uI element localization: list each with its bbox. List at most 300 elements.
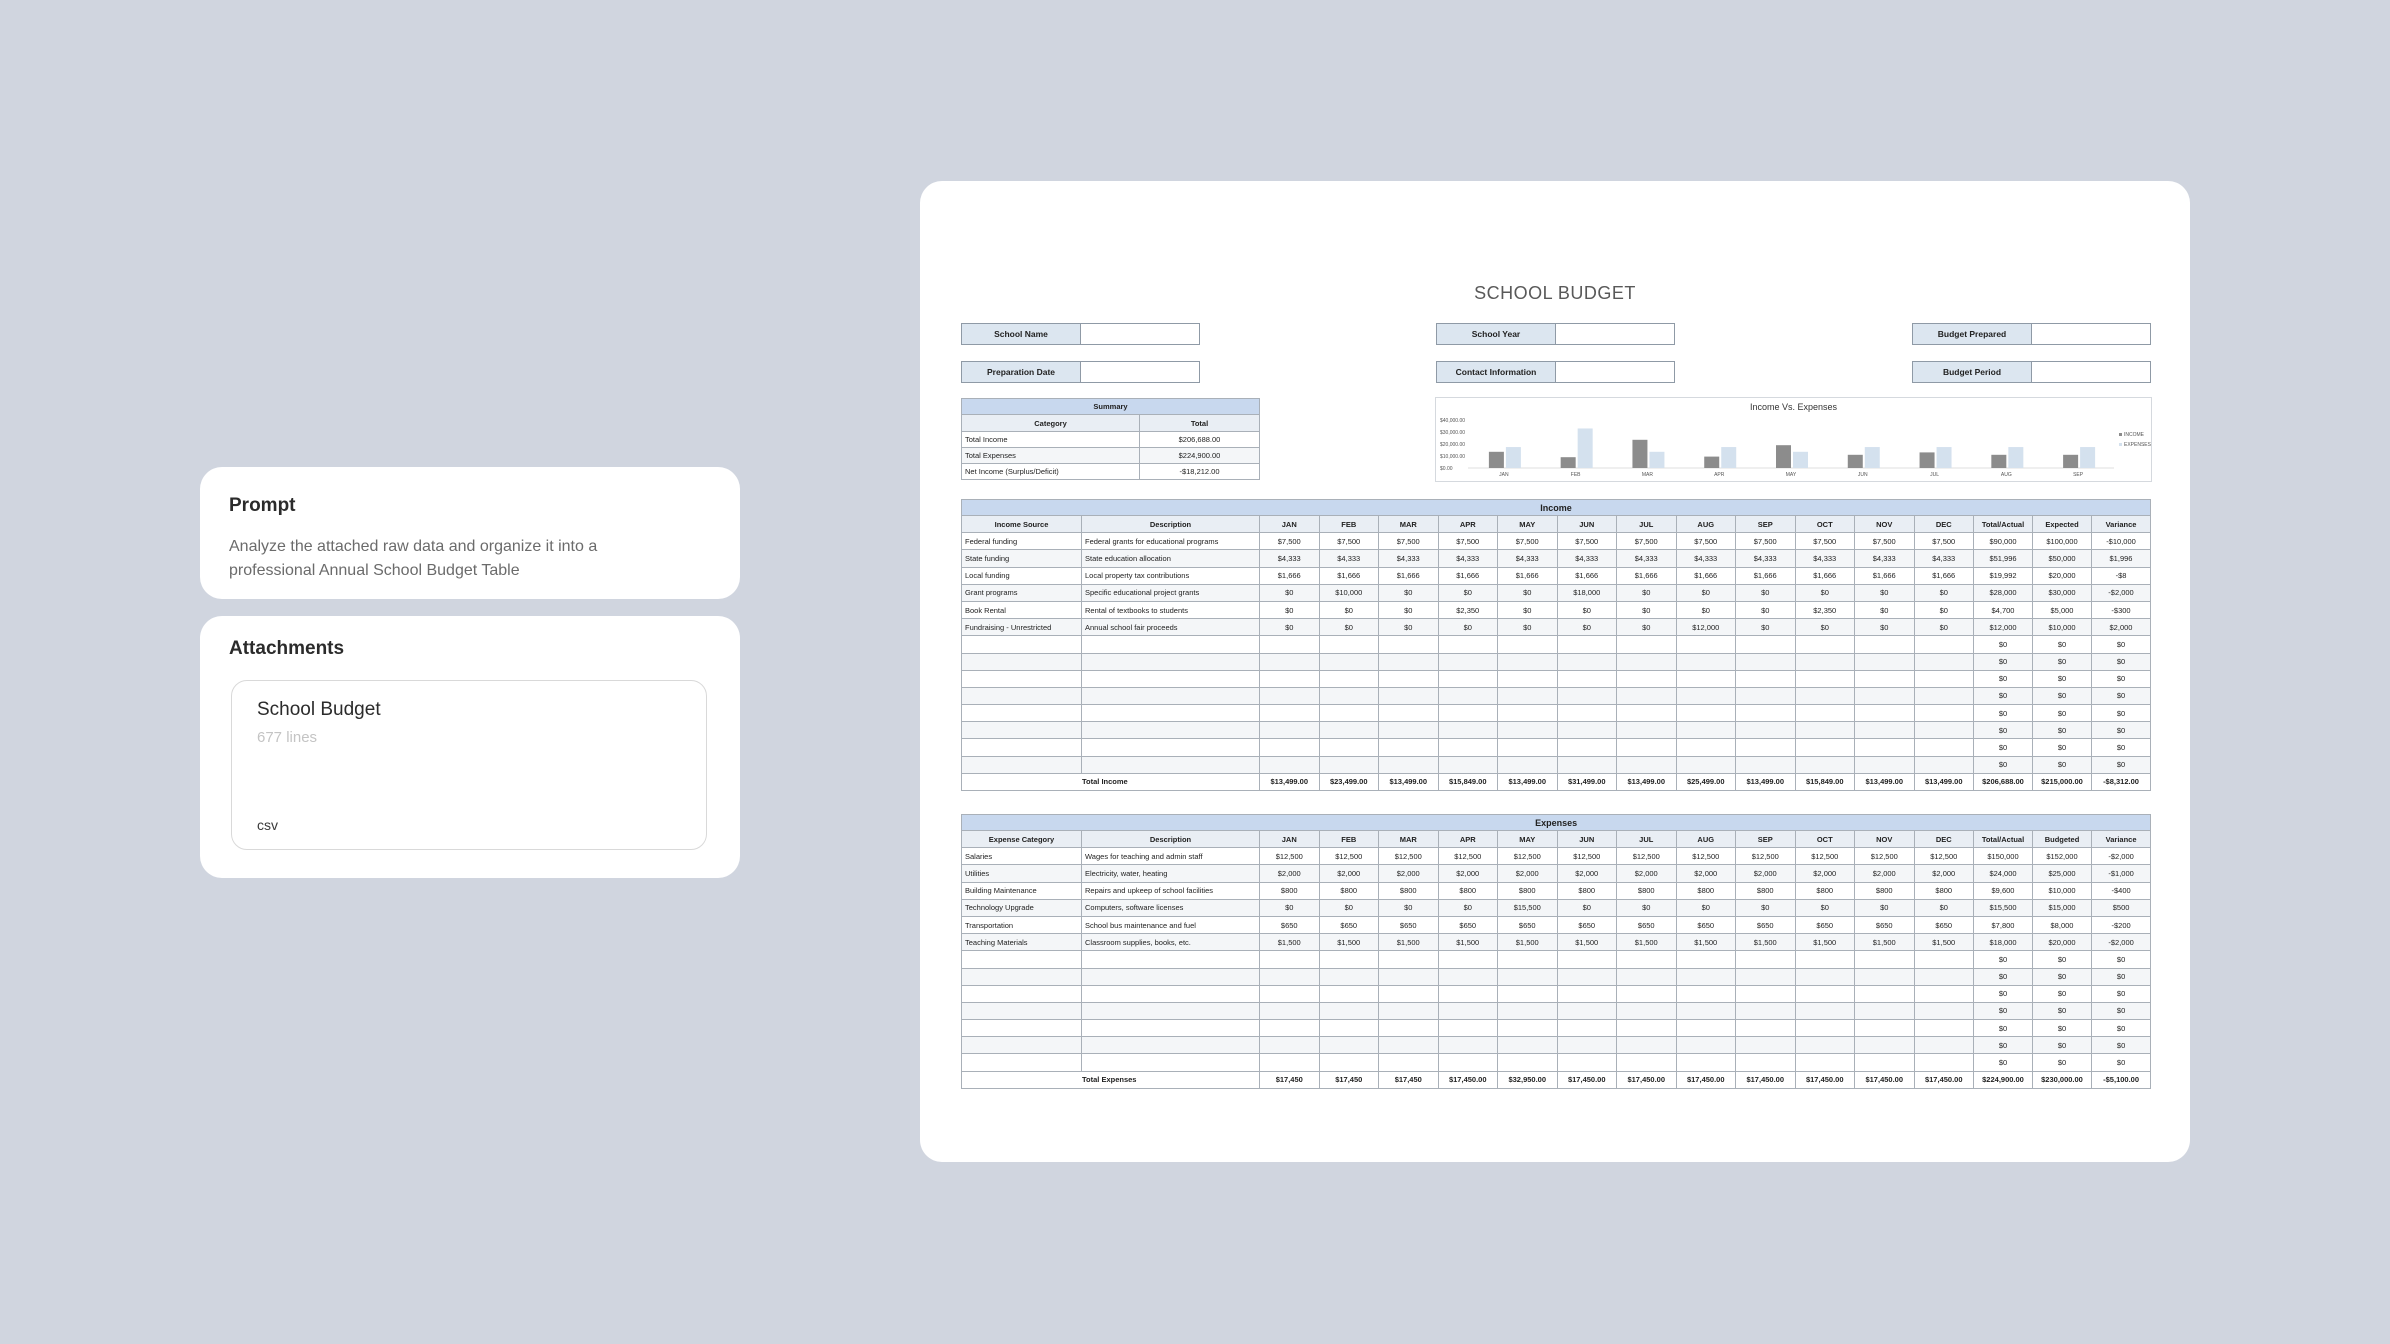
income-cell[interactable]: $0 [1379,584,1439,601]
income-cell[interactable] [1319,670,1379,687]
contact-information-field[interactable] [1555,361,1675,383]
expenses-cell[interactable] [1855,1002,1915,1019]
income-cell[interactable] [1438,653,1498,670]
expenses-cell[interactable] [1795,985,1855,1002]
income-cell[interactable] [1914,687,1974,704]
income-cell[interactable]: $0 [1974,636,2033,653]
expenses-cell[interactable] [1617,1002,1677,1019]
expenses-cell[interactable]: $0 [2092,951,2151,968]
expenses-cell[interactable] [1498,968,1558,985]
income-cell[interactable]: $0 [1974,756,2033,773]
income-cell[interactable]: $0 [2092,705,2151,722]
expenses-cell[interactable]: $650 [1914,916,1974,933]
income-cell[interactable] [962,636,1082,653]
expenses-cell[interactable]: $12,500 [1319,848,1379,865]
expenses-cell[interactable] [1438,1020,1498,1037]
income-cell[interactable]: $7,500 [1914,533,1974,550]
expenses-cell[interactable]: $650 [1617,916,1677,933]
income-cell[interactable] [1914,739,1974,756]
expenses-cell[interactable] [1082,968,1260,985]
income-cell[interactable] [1319,687,1379,704]
expenses-cell[interactable]: $12,500 [1557,848,1617,865]
expenses-cell[interactable] [1260,1054,1320,1071]
expenses-cell[interactable]: $0 [2033,951,2092,968]
expenses-cell[interactable]: $0 [1617,899,1677,916]
expenses-cell[interactable]: $25,000 [2033,865,2092,882]
expenses-cell[interactable]: $800 [1260,882,1320,899]
income-cell[interactable] [1379,670,1439,687]
income-cell[interactable] [1082,653,1260,670]
income-cell[interactable]: $51,996 [1974,550,2033,567]
expenses-cell[interactable] [1438,1002,1498,1019]
income-cell[interactable] [1498,722,1558,739]
income-cell[interactable]: $4,333 [1676,550,1736,567]
expenses-cell[interactable] [1795,968,1855,985]
income-cell[interactable] [1676,739,1736,756]
income-cell[interactable] [1736,653,1796,670]
income-cell[interactable] [1260,739,1320,756]
expenses-cell[interactable] [1082,1020,1260,1037]
income-cell[interactable] [1498,636,1558,653]
expenses-cell[interactable]: -$2,000 [2092,848,2151,865]
income-cell[interactable]: $7,500 [1617,533,1677,550]
income-cell[interactable] [1795,739,1855,756]
income-cell[interactable]: $0 [1438,619,1498,636]
income-cell[interactable]: $0 [1676,601,1736,618]
expenses-cell[interactable] [1736,985,1796,1002]
expenses-cell[interactable]: $1,500 [1795,934,1855,951]
expenses-cell[interactable] [1855,1037,1915,1054]
expenses-cell[interactable]: $24,000 [1974,865,2033,882]
income-cell[interactable]: $0 [2092,670,2151,687]
expenses-cell[interactable]: -$2,000 [2092,934,2151,951]
expenses-cell[interactable] [1319,1037,1379,1054]
expenses-cell[interactable] [1438,1037,1498,1054]
income-cell[interactable] [1855,670,1915,687]
income-cell[interactable] [1914,653,1974,670]
income-cell[interactable]: $0 [2033,705,2092,722]
expenses-cell[interactable]: Utilities [962,865,1082,882]
income-cell[interactable]: $10,000 [2033,619,2092,636]
income-cell[interactable] [1676,636,1736,653]
expenses-cell[interactable]: $0 [1795,899,1855,916]
expenses-cell[interactable] [1319,951,1379,968]
expenses-cell[interactable] [1557,968,1617,985]
income-cell[interactable]: $7,500 [1260,533,1320,550]
expenses-cell[interactable]: $12,500 [1498,848,1558,865]
income-cell[interactable]: $2,350 [1795,601,1855,618]
expenses-cell[interactable]: $10,000 [2033,882,2092,899]
expenses-cell[interactable]: $2,000 [1498,865,1558,882]
income-cell[interactable] [1795,670,1855,687]
income-cell[interactable]: $4,333 [1736,550,1796,567]
expenses-cell[interactable] [1498,1020,1558,1037]
income-cell[interactable] [1795,653,1855,670]
expenses-cell[interactable]: $0 [2033,1037,2092,1054]
expenses-cell[interactable] [1736,1020,1796,1037]
expenses-cell[interactable]: $0 [2033,968,2092,985]
income-cell[interactable] [1379,687,1439,704]
income-cell[interactable]: $0 [1260,619,1320,636]
expenses-cell[interactable] [1082,985,1260,1002]
income-cell[interactable] [1736,670,1796,687]
expenses-cell[interactable]: $1,500 [1379,934,1439,951]
income-cell[interactable]: $0 [2033,687,2092,704]
income-cell[interactable] [962,670,1082,687]
income-cell[interactable] [1617,705,1677,722]
income-cell[interactable] [1676,687,1736,704]
income-cell[interactable] [1914,670,1974,687]
income-cell[interactable] [1319,705,1379,722]
income-cell[interactable]: $0 [1438,584,1498,601]
expenses-cell[interactable]: $0 [1736,899,1796,916]
expenses-cell[interactable] [1379,968,1439,985]
income-cell[interactable] [1082,670,1260,687]
expenses-cell[interactable]: School bus maintenance and fuel [1082,916,1260,933]
expenses-cell[interactable] [1736,1054,1796,1071]
income-cell[interactable]: $0 [1974,687,2033,704]
income-cell[interactable]: $7,500 [1379,533,1439,550]
expenses-cell[interactable] [962,1020,1082,1037]
expenses-cell[interactable] [962,985,1082,1002]
income-cell[interactable] [1676,722,1736,739]
income-cell[interactable]: $7,500 [1736,533,1796,550]
income-cell[interactable]: $0 [1974,705,2033,722]
income-cell[interactable]: $1,666 [1676,567,1736,584]
income-cell[interactable]: $90,000 [1974,533,2033,550]
expenses-cell[interactable]: $0 [1974,968,2033,985]
income-cell[interactable] [1438,705,1498,722]
expenses-cell[interactable] [1855,968,1915,985]
income-cell[interactable]: $1,666 [1260,567,1320,584]
expenses-cell[interactable]: $500 [2092,899,2151,916]
expenses-cell[interactable] [962,1002,1082,1019]
income-cell[interactable] [1498,670,1558,687]
income-cell[interactable]: $0 [2092,739,2151,756]
expenses-cell[interactable] [1379,1054,1439,1071]
income-cell[interactable]: Federal grants for educational programs [1082,533,1260,550]
income-cell[interactable] [1617,739,1677,756]
expenses-cell[interactable]: $0 [1676,899,1736,916]
expenses-cell[interactable]: $9,600 [1974,882,2033,899]
income-cell[interactable] [1617,636,1677,653]
income-cell[interactable] [1379,756,1439,773]
expenses-cell[interactable] [1498,1054,1558,1071]
income-cell[interactable] [1795,756,1855,773]
expenses-cell[interactable]: Teaching Materials [962,934,1082,951]
expenses-cell[interactable]: Building Maintenance [962,882,1082,899]
expenses-cell[interactable]: $650 [1438,916,1498,933]
budget-prepared-field[interactable] [2031,323,2151,345]
expenses-cell[interactable]: $7,800 [1974,916,2033,933]
expenses-cell[interactable] [1557,1020,1617,1037]
income-cell[interactable] [1914,636,1974,653]
expenses-cell[interactable] [1914,1020,1974,1037]
income-cell[interactable] [1379,739,1439,756]
expenses-cell[interactable] [1260,1002,1320,1019]
expenses-cell[interactable]: $800 [1557,882,1617,899]
expenses-cell[interactable]: $0 [2092,1002,2151,1019]
income-cell[interactable] [1498,739,1558,756]
income-cell[interactable] [1557,670,1617,687]
income-cell[interactable]: $1,666 [1557,567,1617,584]
income-cell[interactable] [1617,687,1677,704]
income-cell[interactable]: $0 [1379,601,1439,618]
income-cell[interactable] [1855,722,1915,739]
income-cell[interactable] [1082,687,1260,704]
income-cell[interactable]: $4,333 [1379,550,1439,567]
income-cell[interactable] [962,705,1082,722]
income-cell[interactable]: Specific educational project grants [1082,584,1260,601]
income-cell[interactable] [1914,756,1974,773]
expenses-cell[interactable] [1676,1002,1736,1019]
expenses-cell[interactable]: $0 [1855,899,1915,916]
income-cell[interactable] [1082,636,1260,653]
income-cell[interactable] [1736,739,1796,756]
income-cell[interactable]: $1,666 [1617,567,1677,584]
expenses-cell[interactable]: $152,000 [2033,848,2092,865]
income-cell[interactable] [1795,722,1855,739]
expenses-cell[interactable] [1438,1054,1498,1071]
expenses-cell[interactable] [1914,1054,1974,1071]
expenses-cell[interactable]: Wages for teaching and admin staff [1082,848,1260,865]
income-cell[interactable]: $7,500 [1438,533,1498,550]
school-name-field[interactable] [1080,323,1200,345]
income-cell[interactable]: $0 [1617,584,1677,601]
expenses-cell[interactable] [1617,1020,1677,1037]
income-cell[interactable]: $4,333 [1855,550,1915,567]
income-cell[interactable]: $0 [2092,687,2151,704]
expenses-cell[interactable]: $12,500 [1379,848,1439,865]
income-cell[interactable]: $4,700 [1974,601,2033,618]
income-cell[interactable] [1676,756,1736,773]
income-cell[interactable]: Annual school fair proceeds [1082,619,1260,636]
budget-period-field[interactable] [2031,361,2151,383]
expenses-cell[interactable] [1914,1037,1974,1054]
income-cell[interactable]: $4,333 [1498,550,1558,567]
income-cell[interactable]: State funding [962,550,1082,567]
income-cell[interactable] [1498,687,1558,704]
expenses-cell[interactable]: $800 [1676,882,1736,899]
expenses-cell[interactable] [1379,1020,1439,1037]
income-cell[interactable]: $0 [1795,619,1855,636]
income-cell[interactable] [1498,756,1558,773]
expenses-cell[interactable] [1319,1020,1379,1037]
expenses-cell[interactable] [1736,951,1796,968]
income-cell[interactable]: $1,666 [1795,567,1855,584]
income-cell[interactable]: Book Rental [962,601,1082,618]
income-cell[interactable]: $0 [1319,619,1379,636]
expenses-cell[interactable]: Transportation [962,916,1082,933]
income-cell[interactable]: $0 [2092,722,2151,739]
income-cell[interactable] [1498,653,1558,670]
expenses-cell[interactable] [1795,1054,1855,1071]
income-cell[interactable]: $20,000 [2033,567,2092,584]
income-cell[interactable]: $12,000 [1676,619,1736,636]
expenses-cell[interactable]: Electricity, water, heating [1082,865,1260,882]
expenses-cell[interactable]: $800 [1379,882,1439,899]
income-cell[interactable]: $0 [1319,601,1379,618]
expenses-cell[interactable]: $650 [1260,916,1320,933]
expenses-cell[interactable] [1736,968,1796,985]
attachment-file[interactable] [231,680,707,850]
expenses-cell[interactable] [1617,968,1677,985]
expenses-cell[interactable]: $1,500 [1260,934,1320,951]
expenses-cell[interactable] [1676,951,1736,968]
income-cell[interactable] [962,722,1082,739]
expenses-cell[interactable]: $0 [2033,985,2092,1002]
income-cell[interactable] [1082,722,1260,739]
income-cell[interactable]: $0 [1914,584,1974,601]
income-cell[interactable] [962,653,1082,670]
income-cell[interactable]: $0 [1617,601,1677,618]
expenses-cell[interactable]: $800 [1795,882,1855,899]
income-cell[interactable] [1617,756,1677,773]
expenses-cell[interactable] [1379,951,1439,968]
income-cell[interactable] [1260,687,1320,704]
expenses-cell[interactable] [1855,1054,1915,1071]
expenses-cell[interactable]: Repairs and upkeep of school facilities [1082,882,1260,899]
expenses-cell[interactable]: $0 [2092,985,2151,1002]
expenses-cell[interactable] [1557,985,1617,1002]
expenses-cell[interactable]: $800 [1736,882,1796,899]
income-cell[interactable] [1855,653,1915,670]
income-cell[interactable] [1438,670,1498,687]
expenses-cell[interactable]: $1,500 [1557,934,1617,951]
preparation-date-field[interactable] [1080,361,1200,383]
expenses-cell[interactable] [1260,968,1320,985]
expenses-cell[interactable]: $0 [1914,899,1974,916]
expenses-cell[interactable] [1676,1020,1736,1037]
income-cell[interactable] [1260,636,1320,653]
income-cell[interactable] [1082,705,1260,722]
expenses-cell[interactable]: $800 [1617,882,1677,899]
expenses-cell[interactable]: $0 [1260,899,1320,916]
income-cell[interactable] [1557,756,1617,773]
expenses-cell[interactable] [1260,1020,1320,1037]
expenses-cell[interactable] [1379,1002,1439,1019]
expenses-cell[interactable]: $2,000 [1617,865,1677,882]
income-cell[interactable] [1855,739,1915,756]
income-cell[interactable] [1557,687,1617,704]
income-cell[interactable]: Fundraising - Unrestricted [962,619,1082,636]
income-cell[interactable] [1736,636,1796,653]
expenses-cell[interactable]: $12,500 [1855,848,1915,865]
expenses-cell[interactable]: $0 [1438,899,1498,916]
expenses-cell[interactable] [1914,968,1974,985]
expenses-cell[interactable]: $650 [1795,916,1855,933]
income-cell[interactable] [1855,687,1915,704]
expenses-cell[interactable] [1914,951,1974,968]
expenses-cell[interactable]: $2,000 [1260,865,1320,882]
expenses-cell[interactable]: $12,500 [1736,848,1796,865]
expenses-cell[interactable]: $2,000 [1379,865,1439,882]
income-cell[interactable] [1438,687,1498,704]
income-cell[interactable] [1379,636,1439,653]
income-cell[interactable]: $0 [1557,601,1617,618]
expenses-cell[interactable]: $0 [1379,899,1439,916]
income-cell[interactable]: $1,666 [1914,567,1974,584]
expenses-cell[interactable]: $1,500 [1676,934,1736,951]
income-cell[interactable] [1260,722,1320,739]
income-cell[interactable] [962,739,1082,756]
income-cell[interactable] [1855,756,1915,773]
income-cell[interactable] [1438,739,1498,756]
income-cell[interactable]: $2,350 [1438,601,1498,618]
expenses-cell[interactable] [1795,1020,1855,1037]
expenses-cell[interactable]: $12,500 [1795,848,1855,865]
income-cell[interactable]: $7,500 [1676,533,1736,550]
expenses-cell[interactable]: $0 [1974,1037,2033,1054]
expenses-cell[interactable]: $2,000 [1795,865,1855,882]
income-cell[interactable]: $4,333 [1319,550,1379,567]
expenses-cell[interactable]: $800 [1855,882,1915,899]
expenses-cell[interactable]: $15,500 [1974,899,2033,916]
income-cell[interactable]: $1,666 [1438,567,1498,584]
expenses-cell[interactable]: $1,500 [1855,934,1915,951]
expenses-cell[interactable] [1676,1054,1736,1071]
income-cell[interactable]: $7,500 [1855,533,1915,550]
income-cell[interactable] [1676,705,1736,722]
school-year-field[interactable] [1555,323,1675,345]
expenses-cell[interactable]: -$1,000 [2092,865,2151,882]
expenses-cell[interactable]: -$400 [2092,882,2151,899]
income-cell[interactable]: $0 [1974,670,2033,687]
income-cell[interactable]: -$10,000 [2092,533,2151,550]
income-cell[interactable]: $0 [1736,619,1796,636]
income-cell[interactable]: $19,992 [1974,567,2033,584]
expenses-cell[interactable]: $0 [1319,899,1379,916]
income-cell[interactable] [1438,636,1498,653]
income-cell[interactable]: $4,333 [1260,550,1320,567]
income-cell[interactable] [1438,756,1498,773]
expenses-cell[interactable] [1082,1054,1260,1071]
expenses-cell[interactable] [1082,1037,1260,1054]
expenses-cell[interactable]: -$200 [2092,916,2151,933]
income-cell[interactable]: Local funding [962,567,1082,584]
income-cell[interactable] [1379,705,1439,722]
income-cell[interactable] [1498,705,1558,722]
income-cell[interactable]: $1,666 [1736,567,1796,584]
expenses-cell[interactable]: $1,500 [1438,934,1498,951]
expenses-cell[interactable]: $2,000 [1438,865,1498,882]
income-cell[interactable] [1379,722,1439,739]
income-cell[interactable]: $0 [1855,584,1915,601]
income-cell[interactable] [1795,636,1855,653]
expenses-cell[interactable]: Salaries [962,848,1082,865]
income-cell[interactable]: $0 [1260,601,1320,618]
income-cell[interactable] [1795,687,1855,704]
expenses-cell[interactable] [1855,1020,1915,1037]
expenses-cell[interactable] [962,1054,1082,1071]
expenses-cell[interactable]: $650 [1319,916,1379,933]
income-cell[interactable]: $12,000 [1974,619,2033,636]
expenses-cell[interactable] [1676,968,1736,985]
income-cell[interactable]: $18,000 [1557,584,1617,601]
income-cell[interactable]: $0 [2092,653,2151,670]
income-cell[interactable] [962,756,1082,773]
income-cell[interactable] [1438,722,1498,739]
expenses-cell[interactable]: $2,000 [1676,865,1736,882]
expenses-cell[interactable]: $650 [1855,916,1915,933]
expenses-cell[interactable]: $0 [1974,1054,2033,1071]
expenses-cell[interactable]: $8,000 [2033,916,2092,933]
income-cell[interactable]: $0 [2033,722,2092,739]
income-cell[interactable]: $0 [2033,756,2092,773]
expenses-cell[interactable]: $0 [2092,968,2151,985]
expenses-cell[interactable] [1557,1054,1617,1071]
income-cell[interactable]: $0 [1795,584,1855,601]
